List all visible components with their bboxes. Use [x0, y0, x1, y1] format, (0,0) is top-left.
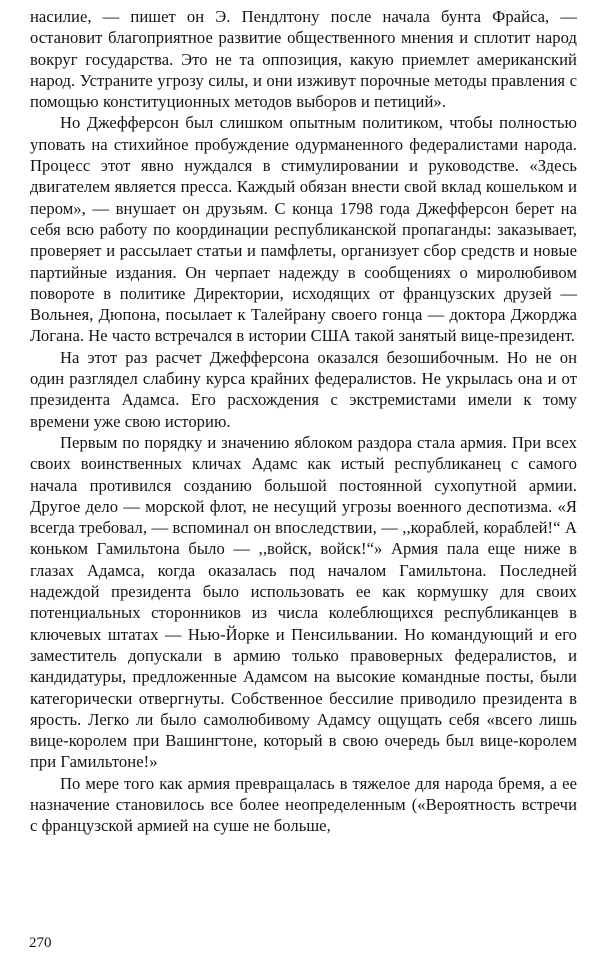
body-text: [30, 6, 577, 837]
paragraph-1: насилие, — пишет он Э. Пендлтону после начала бунта Фрайса, — остановит благоприятное развитие общественного мнения и сплотит народ вокруг государства. Это не та оппозиция, какую приемлет американский народ. Устраните угрозу силы, и они изживут порочные методы правления с помощью конституционных методов выборов и петиций».: [30, 7, 577, 112]
paragraph-4: Первым по порядку и значению яблоком раздора стала армия. При всех своих воинственных кличах Адамс как истый республиканец с самого начала противился созданию большой постоянной сухопутной армии. Другое дело — морской флот, не несущий угрозы военного деспотизма. «Я всегда требовал, — вспоминал он впоследствии, — ,,кораблей, кораблей!“ А коньком Гамильтона было — ,,войск, войск!“» Армия пала еще ниже в глазах Адамса, когда оказалась под началом Гамильтона. Последней надеждой президента было использовать ее как кормушку для своих потенциальных сторонников из числа колеблющихся республиканцев в ключевых штатах — Нью-Йорке и Пенсильвании. Но командующий и его заместитель допускали в армию только правоверных федералистов, и кандидатуры, предложенные Адамсом на высокие командные посты, были категорически отвергнуты. Собственное бессилие приводило президента в ярость. Легко ли было самолюбивому Адамсу ощущать себя «всего лишь вице-королем при Вашингтоне, который в свою очередь был вице-королем при Гамильтоне!»: [30, 432, 577, 772]
page-number: 270: [29, 935, 52, 951]
paragraph-5: По мере того как армия превращалась в тяжелое для народа бремя, а ее назначение становилось все более неопределенным («Вероятность встречи с французской армией на суше не больше,: [30, 773, 577, 836]
paragraph-3: На этот раз расчет Джефферсона оказался безошибочным. Но не он один разглядел слабину курса крайних федералистов. Не укрылась она и от президента Адамса. Его расхождения с экстремистами имели к тому времени уже свою историю.: [30, 347, 577, 431]
paragraph-2: Но Джефферсон был слишком опытным политиком, чтобы полностью уповать на стихийное пробуждение одурманенного федералистами народа. Процесс этот явно нуждался в стимулировании и руководстве. «Здесь двигателем является пресса. Каждый обязан внести свой вклад кошельком и пером», — внушает он друзьям. С конца 1798 года Джефферсон берет на себя всю работу по координации республиканской пропаганды: заказывает, проверяет и рассылает статьи и памфлеты, организует сбор средств и новые партийные издания. Он черпает надежду в сообщениях о миролюбивом повороте в политике Директории, исходящих от французских друзей — Вольнея, Дюпона, посылает к Талейрану своего гонца — доктора Джорджа Логана. Не часто встречался в истории США такой занятый вице-президент.: [30, 113, 577, 346]
